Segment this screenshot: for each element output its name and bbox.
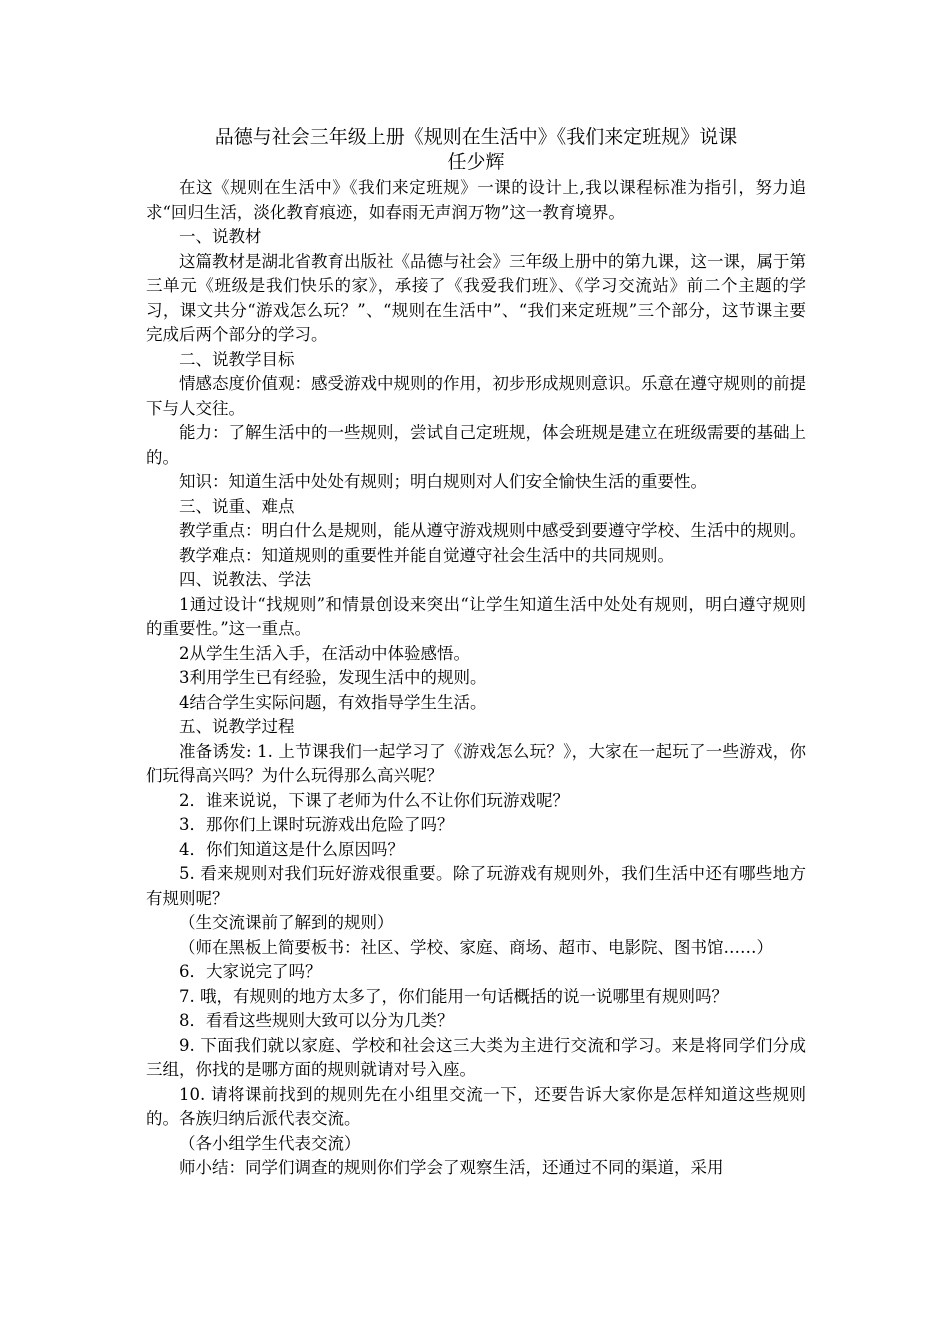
paragraph: 6．大家说完了吗？ (179, 962, 322, 981)
paragraph: 情感态度价值观：感受游戏中规则的作用，初步形成规则意识。乐意在遵守规则的前提下与人交往。 (146, 374, 806, 418)
paragraph: 7. 哦，有规则的地方太多了，你们能用一句话概括的说一说哪里有规则吗？ (179, 986, 728, 1006)
section-heading: 三、说重、难点 (179, 496, 295, 516)
document-body (146, 124, 806, 1181)
section-heading: 二、说教学目标 (179, 349, 295, 369)
paragraph: 3利用学生已有经验，发现生活中的规则。 (179, 668, 487, 687)
paragraph: 3．那你们上课时玩游戏出危险了吗？ (179, 815, 454, 834)
paragraph: 10. 请将课前找到的规则先在小组里交流一下，还要告诉大家你是怎样知道这些规则的。各族归纳后派代表交流。 (146, 1084, 806, 1128)
paragraph: 师小结：同学们调查的规则你们学会了观察生活，还通过不同的渠道，采用 (179, 1158, 724, 1177)
document-author: 任少辉 (447, 151, 505, 173)
paragraph: 能力：了解生活中的一些规则，尝试自己定班规，体会班规是建立在班级需要的基础上的。 (146, 423, 806, 467)
paragraph: 准备诱发: 1. 上节课我们一起学习了《游戏怎么玩？》，大家在一起玩了一些游戏，你们玩得高兴吗？为什么玩得那么高兴呢？ (146, 741, 806, 785)
paragraph: 9. 下面我们就以家庭、学校和社会这三大类为主进行交流和学习。来是将同学们分成三组，你找的是哪方面的规则就请对号入座。 (146, 1035, 806, 1079)
paragraph: 在这《规则在生活中》《我们来定班规》一课的设计上,我以课程标准为指引，努力追求“回归生活，淡化教育痕迹，如春雨无声润万物”这一教育境界。 (146, 178, 806, 222)
paragraph: 8．看看这些规则大致可以分为几类？ (179, 1011, 454, 1030)
section-heading: 一、说教材 (179, 227, 262, 246)
paragraph: （师在黑板上简要板书：社区、学校、家庭、商场、超市、电影院、图书馆……） (179, 937, 773, 957)
paragraph-list (146, 176, 806, 1181)
paragraph: 教学重点：明白什么是规则，能从遵守游戏规则中感受到要遵守学校、生活中的规则。 (179, 521, 806, 540)
paragraph: 4．你们知道这是什么原因吗？ (179, 839, 404, 859)
paragraph: 4结合学生实际问题，有效指导学生生活。 (179, 692, 487, 712)
paragraph: 这篇教材是湖北省教育出版社《品德与社会》三年级上册中的第九课，这一课，属于第三单元《班级是我们快乐的家》，承接了《我爱我们班》、《学习交流站》前二个主题的学习，课文共分“游戏怎么玩？”、“规则在生活中”、“我们来定班规”三个部分，这节课主要完成后两个部分的学习。 (146, 251, 806, 344)
document-title: 品德与社会三年级上册《规则在生活中》《我们来定班规》说课 (214, 126, 738, 148)
paragraph: （各小组学生代表交流） (179, 1133, 361, 1153)
paragraph: 5. 看来规则对我们玩好游戏很重要。除了玩游戏有规则外，我们生活中还有哪些地方有规则呢？ (146, 864, 806, 908)
paragraph: 2．谁来说说，下课了老师为什么不让你们玩游戏呢？ (179, 790, 569, 810)
paragraph: 2从学生生活入手，在活动中体验感悟。 (179, 643, 470, 663)
paragraph: 1通过设计“找规则”和情景创设来突出“让学生知道生活中处处有规则，明白遵守规则的重要性。”这一重点。 (146, 594, 806, 638)
section-heading: 四、说教法、学法 (179, 570, 311, 589)
paragraph: 知识：知道生活中处处有规则；明白规则对人们安全愉快生活的重要性。 (179, 472, 707, 491)
paragraph: （生交流课前了解到的规则） (179, 913, 394, 932)
paragraph: 教学难点：知道规则的重要性并能自觉遵守社会生活中的共同规则。 (179, 545, 674, 565)
section-heading: 五、说教学过程 (179, 717, 295, 736)
